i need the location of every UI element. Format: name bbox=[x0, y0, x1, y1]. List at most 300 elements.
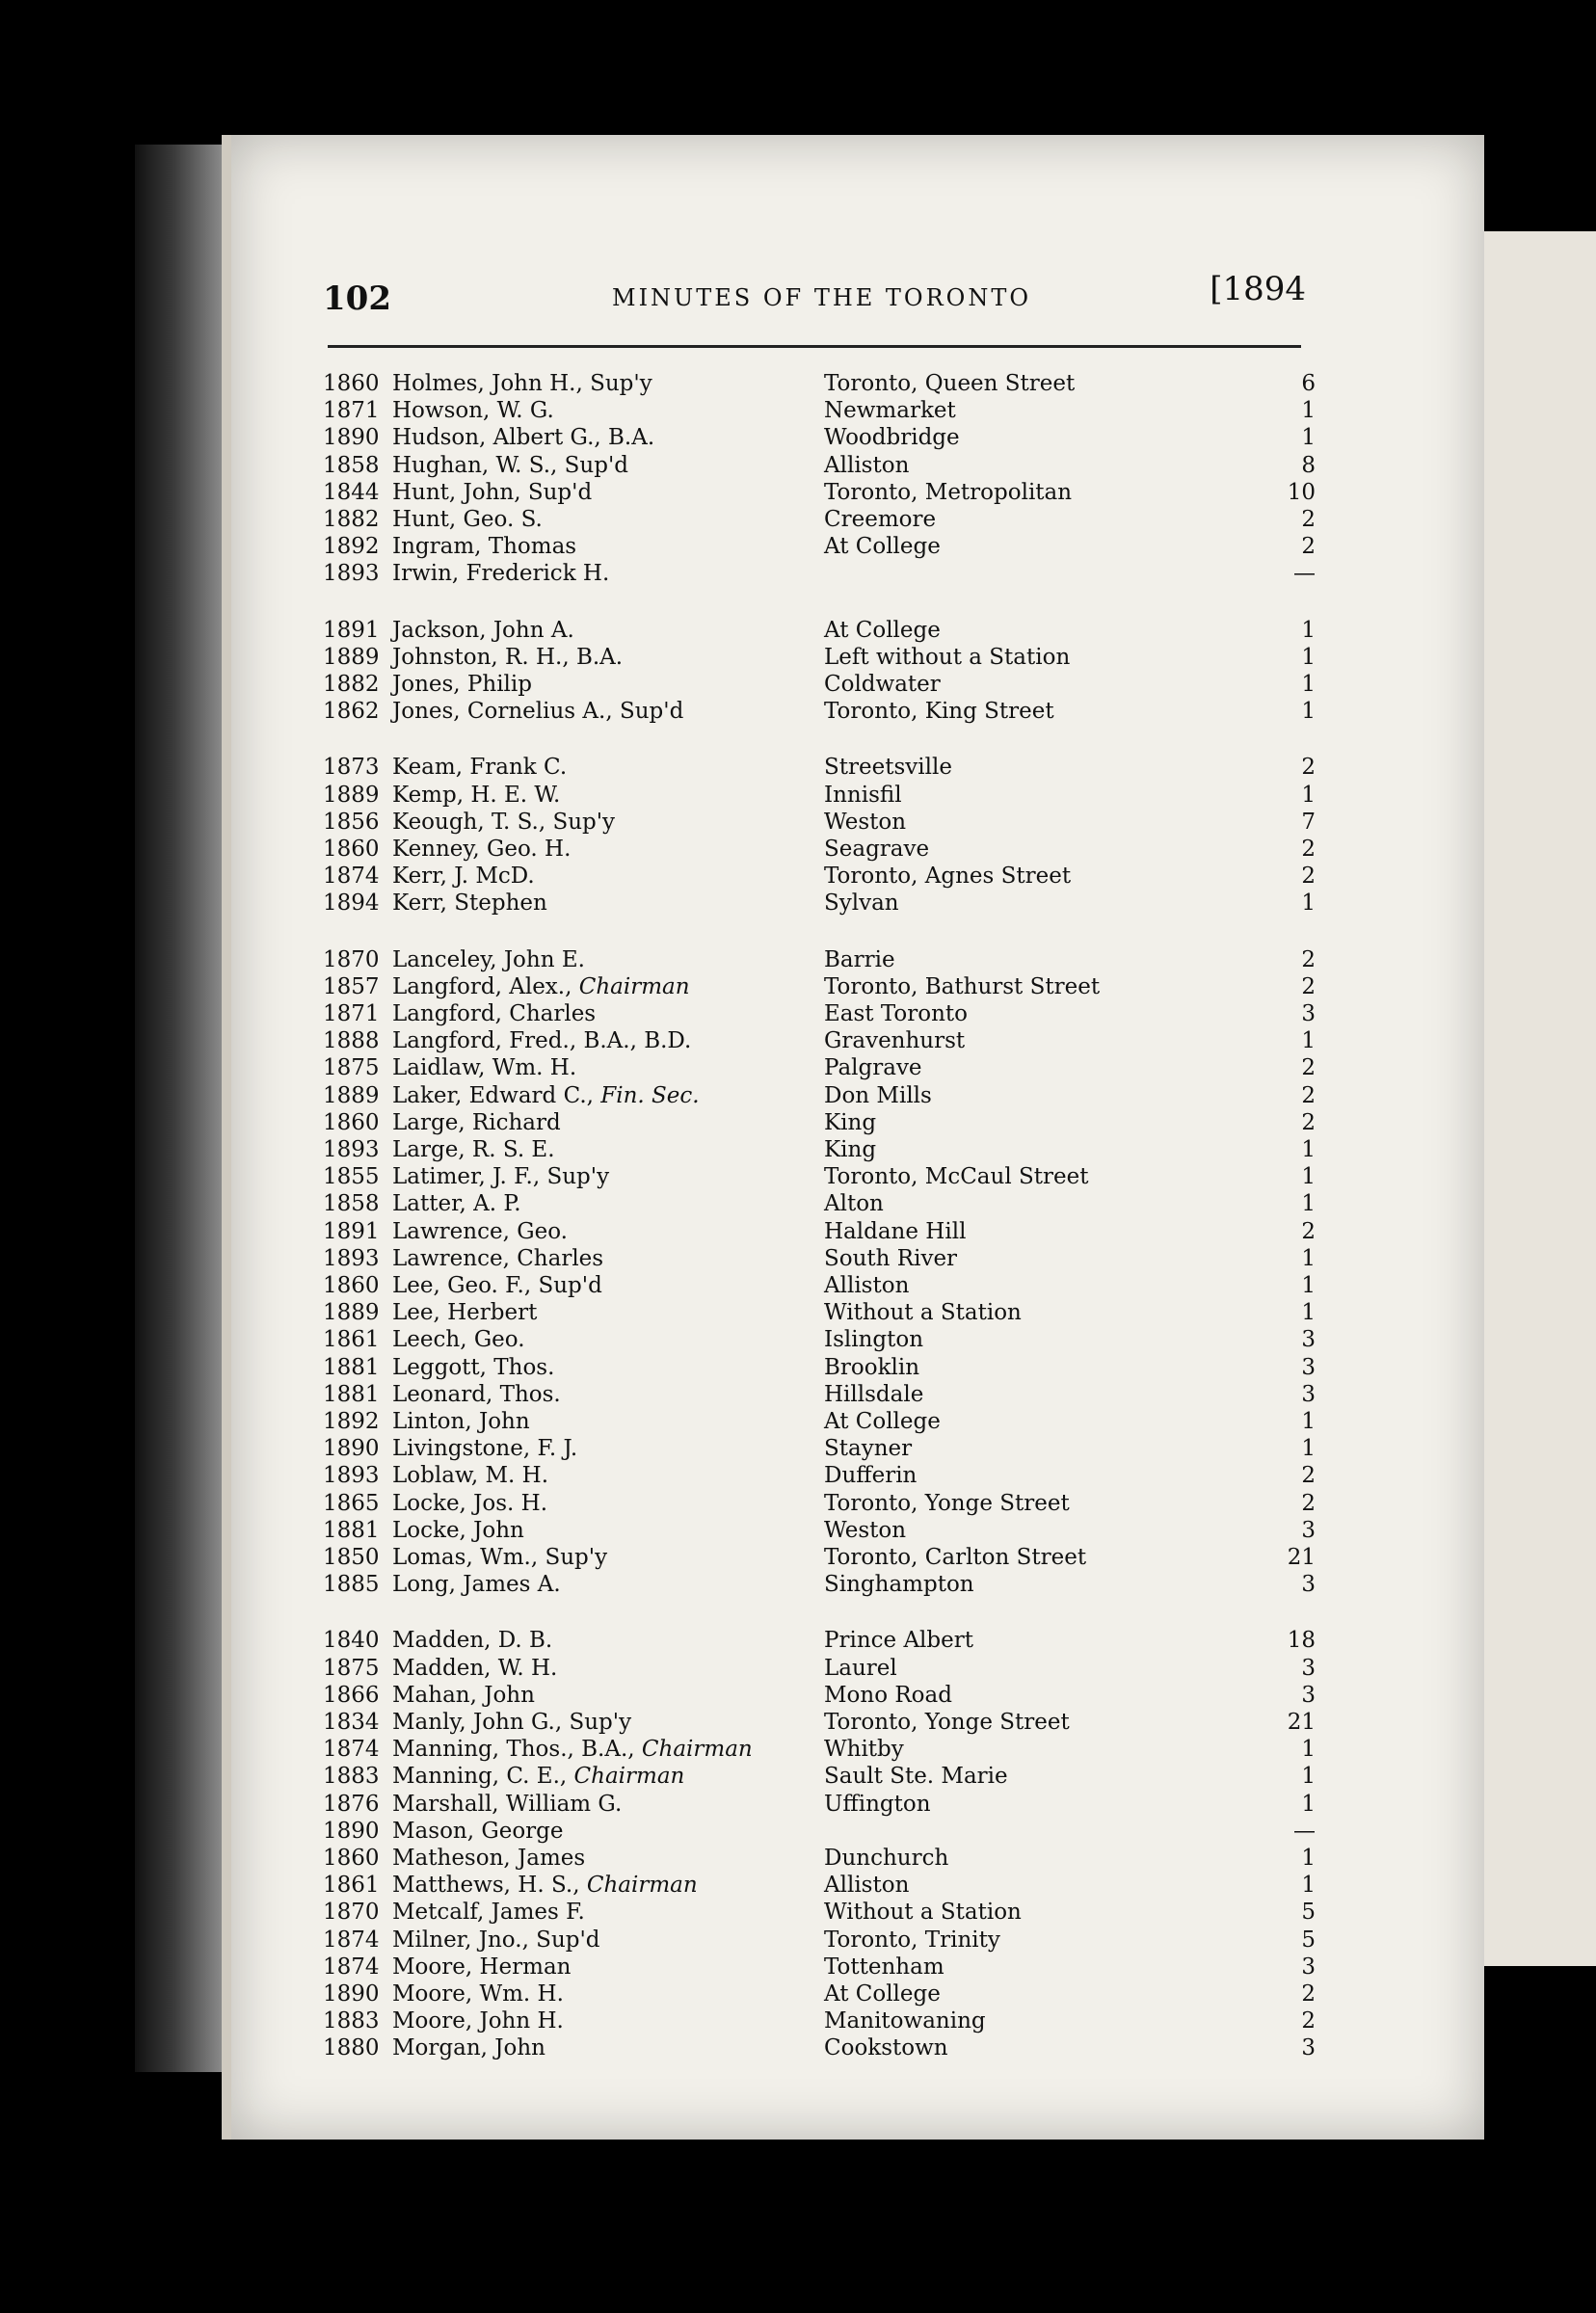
roll-entry bbox=[323, 1846, 1316, 1873]
entry-name: Latimer, J. F., Sup'y bbox=[392, 1164, 610, 1190]
entry-name: Keam, Frank C. bbox=[392, 755, 568, 781]
entry-years: 1 bbox=[1301, 1737, 1316, 1763]
entry-station: Whitby bbox=[824, 1737, 904, 1763]
entry-years: 3 bbox=[1301, 1327, 1316, 1353]
header-year: [1894 bbox=[1210, 270, 1306, 308]
entry-years: — bbox=[1293, 561, 1316, 587]
entry-station: Toronto, Trinity bbox=[824, 1927, 1000, 1953]
entry-years: 1 bbox=[1301, 1791, 1316, 1817]
entry-name: Langford, Charles bbox=[392, 1001, 597, 1026]
entry-station: Laurel bbox=[824, 1655, 897, 1681]
roll-entry bbox=[323, 947, 1316, 974]
entry-year: 1860 bbox=[323, 1273, 380, 1298]
roll-entry bbox=[323, 1819, 1316, 1846]
entry-name: Langford, Fred., B.A., B.D. bbox=[392, 1028, 692, 1054]
entry-year: 1880 bbox=[323, 2035, 380, 2061]
roll-entry bbox=[323, 1246, 1316, 1273]
entry-years: 2 bbox=[1301, 755, 1316, 781]
roll-entry bbox=[323, 1954, 1316, 1981]
entry-name: Lee, Geo. F., Sup'd bbox=[392, 1273, 602, 1298]
entry-name: Moore, Wm. H. bbox=[392, 1981, 564, 2007]
entry-station: At College bbox=[824, 1409, 941, 1434]
entry-years: 1 bbox=[1301, 1273, 1316, 1298]
entry-years: 18 bbox=[1287, 1628, 1316, 1654]
roll-entry bbox=[323, 1683, 1316, 1710]
entry-years: 1 bbox=[1301, 782, 1316, 808]
entry-year: 1882 bbox=[323, 507, 380, 532]
entry-years: 3 bbox=[1301, 1381, 1316, 1407]
entry-year: 1893 bbox=[323, 561, 380, 587]
roll-entry bbox=[323, 645, 1316, 672]
running-title: MINUTES OF THE TORONTO bbox=[612, 284, 1032, 311]
entry-station: East Toronto bbox=[824, 1001, 969, 1026]
roll-entry bbox=[323, 425, 1316, 452]
entry-year: 1855 bbox=[323, 1164, 380, 1190]
entry-year: 1893 bbox=[323, 1463, 380, 1489]
roll-entry bbox=[323, 672, 1316, 699]
roll-entry bbox=[323, 1656, 1316, 1683]
entry-years: 3 bbox=[1301, 1354, 1316, 1380]
entry-name: Long, James A. bbox=[392, 1572, 561, 1598]
roll-entry bbox=[323, 1873, 1316, 1900]
entry-name: Locke, John bbox=[392, 1517, 524, 1543]
entry-years: 3 bbox=[1301, 2035, 1316, 2061]
entry-name: Lawrence, Charles bbox=[392, 1245, 604, 1271]
entry-name: Jackson, John A. bbox=[392, 617, 574, 643]
entry-name: Moore, Herman bbox=[392, 1954, 572, 1980]
entry-station: Islington bbox=[824, 1327, 924, 1353]
roll-entry bbox=[323, 453, 1316, 480]
page-number: 102 bbox=[323, 279, 391, 318]
entry-station: At College bbox=[824, 534, 941, 560]
entry-name: Keough, T. S., Sup'y bbox=[392, 809, 616, 835]
roll-entry bbox=[323, 398, 1316, 425]
entry-year: 1860 bbox=[323, 1846, 380, 1871]
entry-station: King bbox=[824, 1109, 877, 1135]
entry-station: At College bbox=[824, 617, 941, 643]
roll-entry bbox=[323, 1382, 1316, 1409]
entry-years: 1 bbox=[1301, 1191, 1316, 1217]
entry-years: 1 bbox=[1301, 699, 1316, 725]
entry-name: Loblaw, M. H. bbox=[392, 1463, 549, 1489]
entry-year: 1844 bbox=[323, 479, 380, 505]
entry-station: Creemore bbox=[824, 507, 937, 532]
entry-years: 2 bbox=[1301, 837, 1316, 862]
entry-years: 1 bbox=[1301, 425, 1316, 451]
entry-name: Large, R. S. E. bbox=[392, 1137, 555, 1162]
entry-station: Toronto, Agnes Street bbox=[824, 864, 1072, 890]
entry-years: 7 bbox=[1301, 809, 1316, 835]
entry-name: Mason, George bbox=[392, 1818, 564, 1844]
entry-year: 1893 bbox=[323, 1245, 380, 1271]
entry-year: 1881 bbox=[323, 1517, 380, 1543]
entry-years: 2 bbox=[1301, 1490, 1316, 1516]
entry-station: Seagrave bbox=[824, 837, 930, 862]
entry-station: Toronto, Bathurst Street bbox=[824, 973, 1101, 999]
entry-year: 1876 bbox=[323, 1791, 380, 1817]
entry-name: Hudson, Albert G., B.A. bbox=[392, 425, 655, 451]
entry-years: 21 bbox=[1287, 1545, 1316, 1570]
entry-station: Woodbridge bbox=[824, 425, 960, 451]
entry-name: Large, Richard bbox=[392, 1109, 561, 1135]
entry-role: Chairman bbox=[572, 973, 690, 999]
entry-name: Kenney, Geo. H. bbox=[392, 837, 572, 862]
entry-station: At College bbox=[824, 1981, 941, 2007]
roll-entry bbox=[323, 1110, 1316, 1137]
entry-name: Manning, Thos., B.A., Chairman bbox=[392, 1737, 753, 1763]
entry-year: 1890 bbox=[323, 425, 380, 451]
entry-station: Innisfil bbox=[824, 782, 902, 808]
entry-years: 2 bbox=[1301, 946, 1316, 972]
entry-year: 1891 bbox=[323, 1218, 380, 1244]
entry-year: 1850 bbox=[323, 1545, 380, 1570]
header-rule bbox=[328, 345, 1301, 348]
entry-name: Manning, C. E., Chairman bbox=[392, 1764, 685, 1790]
entry-years: 2 bbox=[1301, 507, 1316, 532]
entry-years: 1 bbox=[1301, 1409, 1316, 1434]
entry-year: 1857 bbox=[323, 973, 380, 999]
roll-entry bbox=[323, 1545, 1316, 1572]
roll-entry bbox=[323, 1900, 1316, 1927]
entry-year: 1885 bbox=[323, 1572, 380, 1598]
roll-entry bbox=[323, 810, 1316, 837]
entry-station: Uffington bbox=[824, 1791, 931, 1817]
roll-entry bbox=[323, 891, 1316, 917]
entry-year: 1894 bbox=[323, 891, 380, 917]
entry-station: Alliston bbox=[824, 452, 910, 478]
entry-year: 1870 bbox=[323, 1900, 380, 1926]
entry-station: Weston bbox=[824, 1517, 907, 1543]
entry-station: Toronto, McCaul Street bbox=[824, 1164, 1089, 1190]
entry-station: Without a Station bbox=[824, 1900, 1022, 1926]
entry-station: Barrie bbox=[824, 946, 895, 972]
roll-entry bbox=[323, 1710, 1316, 1737]
entry-years: 21 bbox=[1287, 1710, 1316, 1735]
roll-entry bbox=[323, 1273, 1316, 1300]
roll-entry bbox=[323, 561, 1316, 588]
entry-station: Dunchurch bbox=[824, 1846, 949, 1871]
entry-year: 1860 bbox=[323, 1109, 380, 1135]
entry-years: 6 bbox=[1301, 371, 1316, 396]
roll-entry bbox=[323, 507, 1316, 534]
entry-years: 1 bbox=[1301, 1436, 1316, 1462]
roll-entry bbox=[323, 783, 1316, 810]
entry-year: 1889 bbox=[323, 1082, 380, 1108]
entry-role: Chairman bbox=[567, 1764, 685, 1790]
entry-name: Hunt, John, Sup'd bbox=[392, 479, 593, 505]
roll-entry bbox=[323, 1928, 1316, 1954]
entry-name: Hunt, Geo. S. bbox=[392, 507, 543, 532]
roll-entry bbox=[323, 755, 1316, 782]
entry-name: Mahan, John bbox=[392, 1682, 535, 1708]
roll-entry bbox=[323, 1436, 1316, 1463]
entry-role: Chairman bbox=[579, 1873, 698, 1899]
entry-years: 3 bbox=[1301, 1517, 1316, 1543]
roll-entry bbox=[323, 864, 1316, 891]
entry-name: Milner, Jno., Sup'd bbox=[392, 1927, 600, 1953]
entry-year: 1881 bbox=[323, 1354, 380, 1380]
roll-entry bbox=[323, 1300, 1316, 1327]
entry-years: 2 bbox=[1301, 1109, 1316, 1135]
entry-year: 1892 bbox=[323, 534, 380, 560]
entry-year: 1870 bbox=[323, 946, 380, 972]
entry-name: Laker, Edward C., Fin. Sec. bbox=[392, 1082, 700, 1108]
entry-name: Madden, W. H. bbox=[392, 1655, 558, 1681]
entry-year: 1883 bbox=[323, 2008, 380, 2034]
entry-year: 1893 bbox=[323, 1137, 380, 1162]
entry-station: Don Mills bbox=[824, 1082, 932, 1108]
entry-station: Haldane Hill bbox=[824, 1218, 967, 1244]
entry-year: 1858 bbox=[323, 1191, 380, 1217]
roll-entry bbox=[323, 1001, 1316, 1028]
entry-station: Alton bbox=[824, 1191, 884, 1217]
roll-entry bbox=[323, 1463, 1316, 1490]
entry-year: 1873 bbox=[323, 755, 380, 781]
entry-name: Holmes, John H., Sup'y bbox=[392, 371, 652, 396]
roll-entry bbox=[323, 1083, 1316, 1110]
entry-station: Prince Albert bbox=[824, 1628, 973, 1654]
entry-station: Streetsville bbox=[824, 755, 952, 781]
entry-year: 1861 bbox=[323, 1327, 380, 1353]
entry-years: 2 bbox=[1301, 973, 1316, 999]
entry-station: Without a Station bbox=[824, 1300, 1022, 1326]
entry-year: 1862 bbox=[323, 699, 380, 725]
entry-name: Morgan, John bbox=[392, 2035, 545, 2061]
entry-years: 1 bbox=[1301, 1245, 1316, 1271]
entry-year: 1889 bbox=[323, 644, 380, 670]
roll-entry bbox=[323, 974, 1316, 1001]
entry-years: 2 bbox=[1301, 1981, 1316, 2007]
entry-year: 1890 bbox=[323, 1981, 380, 2007]
entry-years: 2 bbox=[1301, 2008, 1316, 2034]
entry-name: Kerr, Stephen bbox=[392, 891, 547, 917]
roll-entry bbox=[323, 1327, 1316, 1354]
entry-name: Moore, John H. bbox=[392, 2008, 564, 2034]
roll-entry bbox=[323, 1191, 1316, 1218]
entry-station: Toronto, Metropolitan bbox=[824, 479, 1073, 505]
roll-entry bbox=[323, 1055, 1316, 1082]
entry-station: Coldwater bbox=[824, 672, 941, 697]
roll-entry bbox=[323, 699, 1316, 726]
roll-entry bbox=[323, 1491, 1316, 1518]
entry-years: 1 bbox=[1301, 1846, 1316, 1871]
entry-years: 3 bbox=[1301, 1954, 1316, 1980]
entry-year: 1840 bbox=[323, 1628, 380, 1654]
entry-name: Lomas, Wm., Sup'y bbox=[392, 1545, 608, 1570]
roll-entry bbox=[323, 618, 1316, 645]
entry-year: 1860 bbox=[323, 371, 380, 396]
roll-entry bbox=[323, 1518, 1316, 1545]
entry-station: Sylvan bbox=[824, 891, 899, 917]
entry-year: 1891 bbox=[323, 617, 380, 643]
entry-name: Manly, John G., Sup'y bbox=[392, 1710, 632, 1735]
entry-year: 1883 bbox=[323, 1764, 380, 1790]
entry-station: Brooklin bbox=[824, 1354, 920, 1380]
roll-entry bbox=[323, 1219, 1316, 1246]
entry-name: Jones, Cornelius A., Sup'd bbox=[392, 699, 684, 725]
roll-entry bbox=[323, 2035, 1316, 2062]
entry-year: 1888 bbox=[323, 1028, 380, 1054]
entry-station: Hillsdale bbox=[824, 1381, 924, 1407]
roll-entry bbox=[323, 480, 1316, 507]
roll-entry bbox=[323, 371, 1316, 398]
entry-station: Toronto, Queen Street bbox=[824, 371, 1076, 396]
entry-year: 1890 bbox=[323, 1436, 380, 1462]
entry-name: Livingstone, F. J. bbox=[392, 1436, 578, 1462]
entry-name: Lee, Herbert bbox=[392, 1300, 538, 1326]
entry-years: 1 bbox=[1301, 1164, 1316, 1190]
entry-station: Mono Road bbox=[824, 1682, 952, 1708]
entry-year: 1861 bbox=[323, 1873, 380, 1899]
entry-station: Alliston bbox=[824, 1273, 910, 1298]
entry-year: 1889 bbox=[323, 782, 380, 808]
entry-station: Dufferin bbox=[824, 1463, 918, 1489]
entry-station: South River bbox=[824, 1245, 958, 1271]
entry-station: Stayner bbox=[824, 1436, 913, 1462]
entry-years: 1 bbox=[1301, 1873, 1316, 1899]
entry-name: Leonard, Thos. bbox=[392, 1381, 561, 1407]
roll-entry bbox=[323, 1737, 1316, 1764]
page-header bbox=[323, 270, 1306, 328]
entry-years: 2 bbox=[1301, 1218, 1316, 1244]
adjacent-page-edge bbox=[1479, 231, 1596, 1966]
entry-years: 3 bbox=[1301, 1682, 1316, 1708]
entry-name: Johnston, R. H., B.A. bbox=[392, 644, 624, 670]
entry-name: Lawrence, Geo. bbox=[392, 1218, 568, 1244]
entry-years: 2 bbox=[1301, 1055, 1316, 1081]
entry-years: — bbox=[1293, 1818, 1316, 1844]
entry-name: Howson, W. G. bbox=[392, 398, 554, 424]
entry-name: Leech, Geo. bbox=[392, 1327, 525, 1353]
book-edge bbox=[135, 145, 231, 2072]
roll-entry bbox=[323, 2008, 1316, 2035]
entry-station: Tottenham bbox=[824, 1954, 944, 1980]
entry-station: Gravenhurst bbox=[824, 1028, 966, 1054]
entry-station: Cookstown bbox=[824, 2035, 948, 2061]
roll-entry bbox=[323, 1764, 1316, 1791]
entry-role: Chairman bbox=[634, 1737, 753, 1763]
entry-years: 1 bbox=[1301, 1300, 1316, 1326]
entry-years: 1 bbox=[1301, 1764, 1316, 1790]
roll-entry bbox=[323, 1028, 1316, 1055]
entry-years: 1 bbox=[1301, 644, 1316, 670]
roll-entry bbox=[323, 837, 1316, 864]
roll-entry bbox=[323, 1628, 1316, 1655]
entry-year: 1871 bbox=[323, 398, 380, 424]
entry-station: Manitowaning bbox=[824, 2008, 986, 2034]
entry-year: 1889 bbox=[323, 1300, 380, 1326]
entry-station: Toronto, Yonge Street bbox=[824, 1490, 1070, 1516]
entry-station: Singhampton bbox=[824, 1572, 974, 1598]
entry-years: 3 bbox=[1301, 1655, 1316, 1681]
entry-name: Leggott, Thos. bbox=[392, 1354, 555, 1380]
entry-year: 1892 bbox=[323, 1409, 380, 1434]
entry-station: Toronto, King Street bbox=[824, 699, 1054, 725]
entry-station: Alliston bbox=[824, 1873, 910, 1899]
entry-station: Palgrave bbox=[824, 1055, 922, 1081]
entry-station: King bbox=[824, 1137, 877, 1162]
entry-year: 1858 bbox=[323, 452, 380, 478]
entry-name: Kemp, H. E. W. bbox=[392, 782, 561, 808]
roll-entry bbox=[323, 1355, 1316, 1382]
entry-station: Weston bbox=[824, 809, 907, 835]
roll-entry bbox=[323, 1409, 1316, 1436]
entry-years: 2 bbox=[1301, 1463, 1316, 1489]
entry-year: 1874 bbox=[323, 1737, 380, 1763]
entry-years: 3 bbox=[1301, 1572, 1316, 1598]
entry-years: 2 bbox=[1301, 534, 1316, 560]
entry-years: 1 bbox=[1301, 1137, 1316, 1162]
entry-name: Latter, A. P. bbox=[392, 1191, 521, 1217]
entry-years: 5 bbox=[1301, 1927, 1316, 1953]
entry-name: Irwin, Frederick H. bbox=[392, 561, 610, 587]
entry-name: Lanceley, John E. bbox=[392, 946, 585, 972]
entry-role: Fin. Sec. bbox=[593, 1082, 700, 1108]
entry-years: 1 bbox=[1301, 672, 1316, 697]
entry-year: 1866 bbox=[323, 1682, 380, 1708]
entry-years: 2 bbox=[1301, 1082, 1316, 1108]
entry-year: 1881 bbox=[323, 1381, 380, 1407]
entry-name: Matthews, H. S., Chairman bbox=[392, 1873, 698, 1899]
roll-entry bbox=[323, 1164, 1316, 1191]
entry-name: Kerr, J. McD. bbox=[392, 864, 535, 890]
entry-year: 1874 bbox=[323, 1927, 380, 1953]
roll-entry bbox=[323, 1792, 1316, 1819]
entry-name: Locke, Jos. H. bbox=[392, 1490, 548, 1516]
entry-name: Marshall, William G. bbox=[392, 1791, 623, 1817]
entry-name: Jones, Philip bbox=[392, 672, 532, 697]
entry-year: 1865 bbox=[323, 1490, 380, 1516]
entry-year: 1860 bbox=[323, 837, 380, 862]
entry-year: 1874 bbox=[323, 1954, 380, 1980]
entry-years: 1 bbox=[1301, 1028, 1316, 1054]
entry-years: 1 bbox=[1301, 398, 1316, 424]
entry-years: 2 bbox=[1301, 864, 1316, 890]
entry-station: Newmarket bbox=[824, 398, 956, 424]
entry-year: 1875 bbox=[323, 1055, 380, 1081]
entry-name: Hughan, W. S., Sup'd bbox=[392, 452, 629, 478]
entry-years: 1 bbox=[1301, 617, 1316, 643]
entry-name: Metcalf, James F. bbox=[392, 1900, 585, 1926]
entry-station: Toronto, Carlton Street bbox=[824, 1545, 1087, 1570]
entry-years: 8 bbox=[1301, 452, 1316, 478]
entry-year: 1882 bbox=[323, 672, 380, 697]
entry-year: 1890 bbox=[323, 1818, 380, 1844]
entry-year: 1874 bbox=[323, 864, 380, 890]
entry-name: Madden, D. B. bbox=[392, 1628, 553, 1654]
entry-year: 1871 bbox=[323, 1001, 380, 1026]
entry-name: Ingram, Thomas bbox=[392, 534, 577, 560]
entry-year: 1856 bbox=[323, 809, 380, 835]
entry-name: Laidlaw, Wm. H. bbox=[392, 1055, 577, 1081]
entry-station: Toronto, Yonge Street bbox=[824, 1710, 1070, 1735]
entry-year: 1834 bbox=[323, 1710, 380, 1735]
roll-entry bbox=[323, 1572, 1316, 1599]
entry-years: 3 bbox=[1301, 1001, 1316, 1026]
entry-name: Linton, John bbox=[392, 1409, 530, 1434]
entry-years: 10 bbox=[1287, 479, 1316, 505]
entry-years: 1 bbox=[1301, 891, 1316, 917]
entry-name: Matheson, James bbox=[392, 1846, 586, 1871]
entry-station: Left without a Station bbox=[824, 644, 1071, 670]
roll-entry bbox=[323, 534, 1316, 561]
roll-entry bbox=[323, 1137, 1316, 1164]
roll-entry bbox=[323, 1981, 1316, 2008]
entry-name: Langford, Alex., Chairman bbox=[392, 973, 690, 999]
entry-year: 1875 bbox=[323, 1655, 380, 1681]
entry-station: Sault Ste. Marie bbox=[824, 1764, 1008, 1790]
entry-years: 5 bbox=[1301, 1900, 1316, 1926]
